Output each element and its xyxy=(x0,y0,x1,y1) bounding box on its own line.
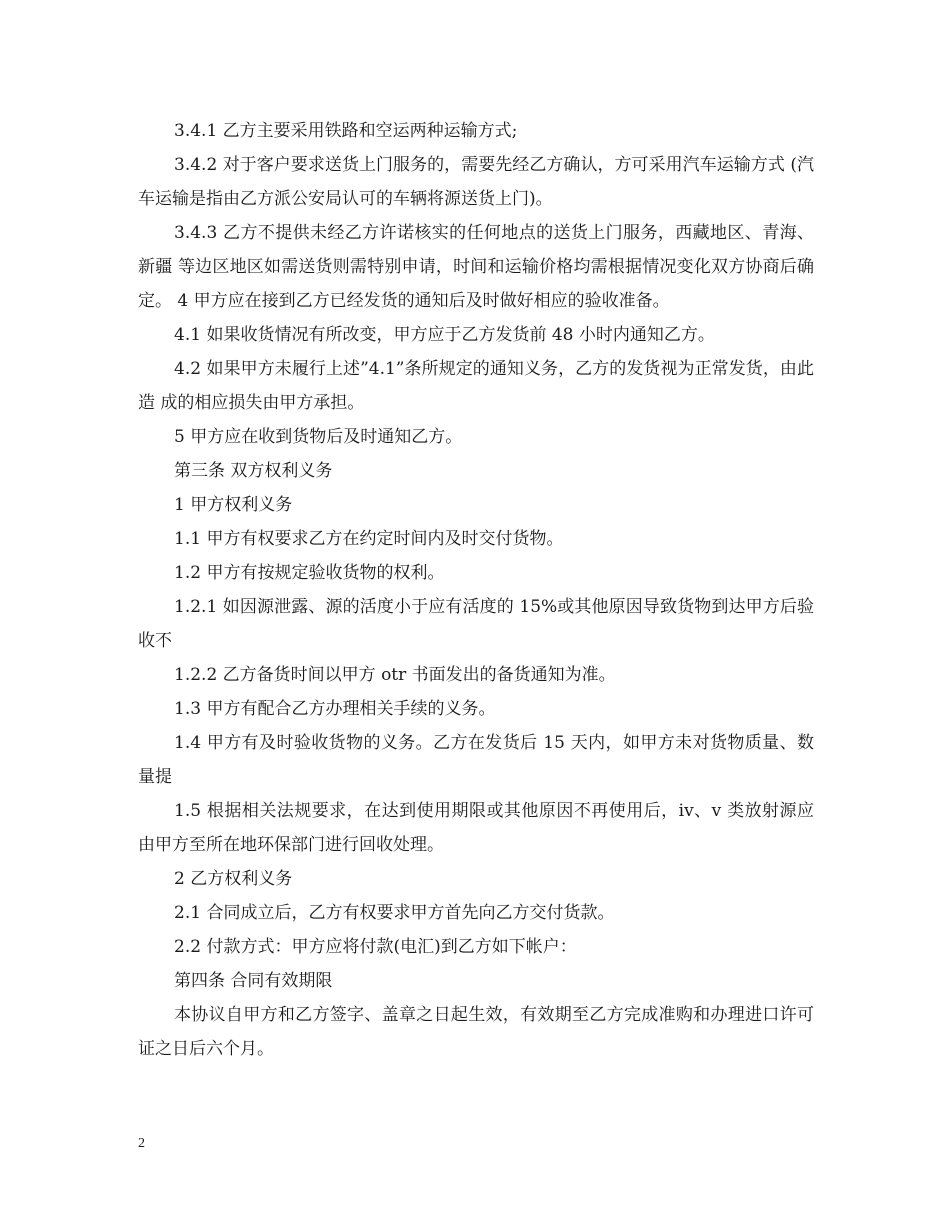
paragraph-1-4: 1.4 甲方有及时验收货物的义务。乙方在发货后 15 天内，如甲方未对货物质量、数量提 xyxy=(138,733,814,787)
subheading-party-b-rights: 2 乙方权利义务 xyxy=(174,869,293,889)
paragraph-1-3: 1.3 甲方有配合乙方办理相关手续的义务。 xyxy=(174,699,496,719)
paragraph-1-2-2: 1.2.2 乙方备货时间以甲方 otr 书面发出的备货通知为准。 xyxy=(174,665,616,685)
paragraph-4-2: 4.2 如果甲方未履行上述”4.1”条所规定的通知义务，乙方的发货视为正常发货，由此造 成的相应损失由甲方承担。 xyxy=(138,359,814,413)
paragraph-1-1: 1.1 甲方有权要求乙方在约定时间内及时交付货物。 xyxy=(174,529,564,549)
subheading-party-a-rights: 1 甲方权利义务 xyxy=(174,495,293,515)
paragraph-3-4-2: 3.4.2 对于客户要求送货上门服务的，需要先经乙方确认，方可采用汽车运输方式 (汽车运输是指由乙方派公安局认可的车辆将源送货上门)。 xyxy=(138,155,814,209)
paragraph-2-1: 2.1 合同成立后，乙方有权要求甲方首先向乙方交付货款。 xyxy=(174,903,615,923)
paragraph-validity: 本协议自甲方和乙方签字、盖章之日起生效，有效期至乙方完成准购和办理进口许可证之日后六个月。 xyxy=(138,1005,814,1059)
paragraph-4-1: 4.1 如果收货情况有所改变，甲方应于乙方发货前 48 小时内通知乙方。 xyxy=(174,325,715,345)
paragraph-5: 5 甲方应在收到货物后及时通知乙方。 xyxy=(174,427,463,447)
section-heading-article-3: 第三条 双方权利义务 xyxy=(174,461,333,481)
document-body xyxy=(138,114,814,1066)
paragraph-3-4-1: 3.4.1 乙方主要采用铁路和空运两种运输方式; xyxy=(174,121,518,141)
paragraph-3-4-3: 3.4.3 乙方不提供未经乙方许诺核实的任何地点的送货上门服务，西藏地区、青海、新疆 等边区地区如需送货则需特别申请，时间和运输价格均需根据情况变化双方协商后确定。 4 甲方应在接到乙方已经发货的通知后及时做好相应的验收准备。 xyxy=(138,223,814,311)
paragraph-1-2-1: 1.2.1 如因源泄露、源的活度小于应有活度的 15%或其他原因导致货物到达甲方后验收不 xyxy=(138,597,814,651)
paragraph-1-5: 1.5 根据相关法规要求，在达到使用期限或其他原因不再使用后，iv、v 类放射源应由甲方至所在地环保部门进行回收处理。 xyxy=(138,801,814,855)
paragraph-1-2: 1.2 甲方有按规定验收货物的权利。 xyxy=(174,563,445,583)
paragraph-2-2: 2.2 付款方式：甲方应将付款(电汇)到乙方如下帐户： xyxy=(174,937,577,957)
page-number: 2 xyxy=(138,1136,145,1151)
section-heading-article-4: 第四条 合同有效期限 xyxy=(174,971,333,991)
